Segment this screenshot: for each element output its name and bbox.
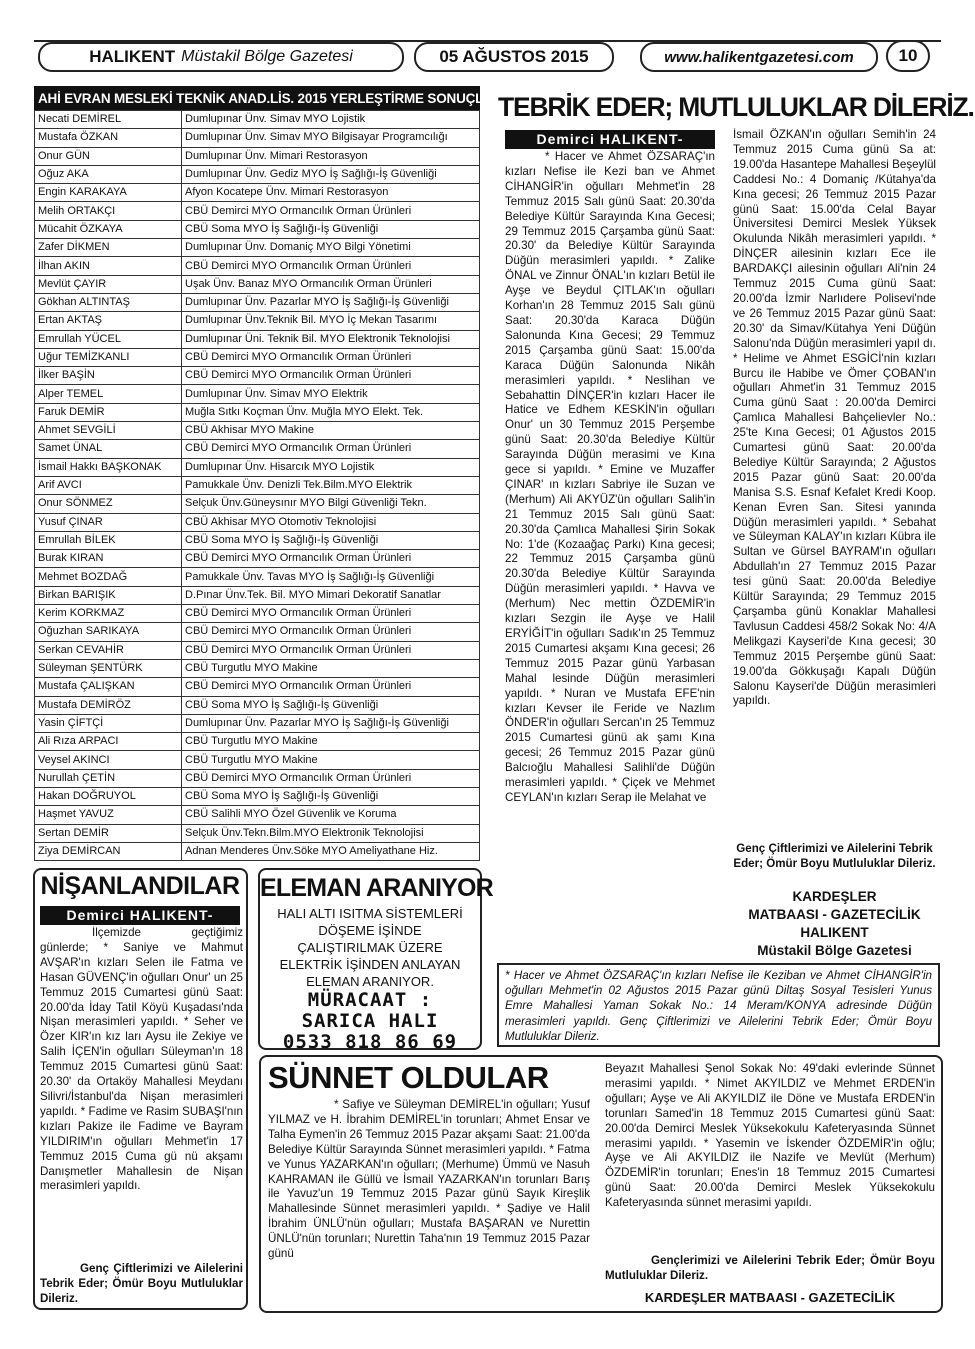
placement: Dumlupınar Ünv. Simav MYO Elektrik — [182, 385, 480, 403]
table-row — [35, 513, 480, 531]
placement: CBÜ Demirci MYO Ormancılık Orman Ürünleri — [182, 348, 480, 366]
results-table — [34, 110, 480, 861]
student-name: Süleyman ŞENTÜRK — [35, 659, 182, 677]
table-row — [35, 184, 480, 202]
student-name: Ahmet SEVGİLİ — [35, 422, 182, 440]
placement: D.Pınar Ünv.Tek. Bil. MYO Mimari Dekoratif Sanatlar — [182, 586, 480, 604]
table-row — [35, 312, 480, 330]
placement: Dumlupınar Ünv.Teknik Bil. MYO İç Mekan Tasarımı — [182, 312, 480, 330]
table-row — [35, 605, 480, 623]
job-ad-line-4: ELEKTRİK İŞİNDEN ANLAYAN — [279, 957, 461, 972]
sunnet-title: SÜNNET OLDULAR — [268, 1060, 549, 1095]
signature-line-4: Müstakil Bölge Gazetesi — [757, 943, 912, 958]
student-name: Mehmet BOZDAĞ — [35, 568, 182, 586]
sunnet-closing: Gençlerimizi ve Ailelerini Tebrik Eder; Ömür Boyu Mutluluklar Dileriz. — [605, 1254, 935, 1282]
table-row — [35, 568, 480, 586]
page-number: 10 — [898, 46, 918, 65]
student-name: Mevlüt ÇAYIR — [35, 275, 182, 293]
placement: Dumlupınar Ünv. Domaniç MYO Bilgi Yönetimi — [182, 239, 480, 257]
student-name: Veysel AKINCI — [35, 751, 182, 769]
placement: CBÜ Demirci MYO Ormancılık Orman Ürünleri — [182, 605, 480, 623]
student-name: Oğuzhan SARIKAYA — [35, 623, 182, 641]
placement: Selçuk Ünv.Tekn.Bilm.MYO Elektronik Teknolojisi — [182, 824, 480, 842]
table-row — [35, 367, 480, 385]
student-name: Engin KARAKAYA — [35, 184, 182, 202]
table-row — [35, 659, 480, 677]
table-row — [35, 714, 480, 732]
student-name: Yusuf ÇINAR — [35, 513, 182, 531]
student-name: Burak KIRAN — [35, 550, 182, 568]
table-row — [35, 842, 480, 860]
student-name: Kerim KORKMAZ — [35, 605, 182, 623]
student-name: Emrullah BİLEK — [35, 531, 182, 549]
placement: Dumlupınar Ünv. Mimari Restorasyon — [182, 147, 480, 165]
job-ad-contact-label: MÜRACAAT : — [307, 989, 433, 1011]
date-pill — [414, 42, 614, 72]
job-ad-line-3: ÇALIŞTIRILMAK ÜZERE — [297, 940, 443, 955]
placement: Adnan Menderes Ünv.Söke MYO Ameliyathane Hiz. — [182, 842, 480, 860]
student-name: Onur GÜN — [35, 147, 182, 165]
student-name: Arif AVCI — [35, 476, 182, 494]
student-name: Uğur TEMİZKANLI — [35, 348, 182, 366]
sunnet-signature: KARDEŞLER MATBAASI - GAZETECİLİK — [644, 1290, 896, 1305]
sunnet-column-1: * Safiye ve Süleyman DEMİREL'in oğulları; Yusuf YILMAZ ve H. İbrahim DEMİREL'in torunları; Ahmet Ensar ve Talha Eymen'in 26 Temmuz 2015 Pazar akşamı Saat: 21.00'da Belediye Kültür Sarayında Sünnet merasimleri yapıldı. * Fatma ve Yunus YAZARKAN'ın oğulları; (Merhume) Ümmü ve Nasuh KAHRAMAN ile Güllü ve İsmail YAZARKAN'ın torunları Barış ile Yavuz'un 19 Temmuz 2015 Pazar günü Sayık Kireşlik Mahallesinde Sünnet merasimleri yapıldı. * Şadiye ve Halil İbrahim ÜNLÜ'nün oğulları; Mustafa BAŞARAN ve Nurettin ÜNLÜ'nün torunları; Nurettin Taha'nın 19 Temmuz 2015 Pazar günü — [268, 1098, 590, 1261]
placement: Pamukkale Ünv. Denizli Tek.Bilm.MYO Elektrik — [182, 476, 480, 494]
placement: Dumlupınar Ünv. Simav MYO Bilgisayar Programcılığı — [182, 129, 480, 147]
signature-line-2: MATBAASI - GAZETECİLİK — [748, 907, 921, 922]
placement: Dumlupınar Ünv. Pazarlar MYO İş Sağlığı-İş Güvenliği — [182, 714, 480, 732]
table-row — [35, 385, 480, 403]
student-name: Nurullah ÇETİN — [35, 769, 182, 787]
student-name: Hakan DOĞRUYOL — [35, 787, 182, 805]
table-row — [35, 586, 480, 604]
table-row — [35, 531, 480, 549]
placement: CBÜ Demirci MYO Ormancılık Orman Ürünleri — [182, 367, 480, 385]
tebrik-signature — [733, 888, 936, 960]
table-row — [35, 111, 480, 129]
nisan-byline: Demirci HALIKENT- — [40, 906, 240, 925]
table-row — [35, 257, 480, 275]
student-name: Mustafa ÇALIŞKAN — [35, 678, 182, 696]
tebrik-column-1: * Hacer ve Ahmet ÖZSARAÇ'ın kızları Nefise ile Kezi ban ve Ahmet CİHANGİR'in oğulları Mehmet'in 28 Temmuz 2015 Salı günü Saat: 20.30'da Belediye Kültür Sarayında Kına Gecesi; 29 Temmuz 2015 Çarşamba günü Saat: 20.30' da Belediye Kültür Sarayında Düğün merasimleri yapıldı. * Zalike ÖNAL ve Zinnur ÖNAL'ın kızları Betül ile Ayşe ve Beydul ÇITLAK'ın oğulları Korhan'ın 28 Temmuz 2015 Salı günü Saat: 20.30'da Karaca Düğün Salonunda Kına Gecesi; 29 Temmuz 2015 Çarşamba günü Saat: 15.00'da Karaca Düğün Salonunda Nikâh merasimleri yapıldı. * Neslihan ve Sebahattin DİNÇER'in kızları Hacer ile Hatice ve Edhem KESKİN'in oğulları Onur' un 30 Temmuz 2015 Perşembe günü Saat: 20.30'da Belediye Kültür Sarayında Düğün merasimi ve Kına gece si yapıldı. * Emine ve Muzaffer ÇINAR' ın kızları Sabriye ile Suzan ve (Merhum) Ali AKYÜZ'ün oğulları Salih'in 21 Temmuz 2015 Salı günü Saat: 20.30'da Çamlıca Mahallesi Şirin Sokak No: 1'de (Kozaağaç Parkı) Kına gecesi; 22 Temmuz 2015 Çarşamba günü 20.30'da Belediye Kültür Sarayında Düğün merasimleri yapıldı. * Havva ve (Merhum) Nec mettin ÖZDEMİR'in kızları Sezgin ile Ayşe ve Halil ERYİĞİT'in oğulları Sadık'ın 25 Temmuz 2015 Cumartesi akşamı Kına gecesi; 26 Temmuz 2015 Pazar günü Yarbasan Mahal lesinde Düğün merasimleri yapıldı. * Nuran ve Mustafa EFE'nin kızları Kevser ile Feride ve Nazlım ÖNDER'in oğulları Sercan'ın 25 Temmuz 2015 Cumartesi günü ak şamı Kına gecesi; 26 Temmuz 2015 Pazar günü Balcıoğlu Mahallesi Salihli'de Düğün merasimleri yapıldı. * Çiçek ve Mehmet CEYLAN'ın kızları Serap ile Melahat ve — [505, 150, 715, 804]
student-name: İlker BAŞİN — [35, 367, 182, 385]
student-name: Haşmet YAVUZ — [35, 806, 182, 824]
placement: Dumlupınar Ünv. Simav MYO Lojistik — [182, 111, 480, 129]
table-row — [35, 733, 480, 751]
student-name: Mustafa ÖZKAN — [35, 129, 182, 147]
website-pill — [640, 42, 878, 72]
job-ad — [258, 868, 493, 1053]
nisan-closing: Genç Çiftlerimizi ve Ailelerini Tebrik Eder; Ömür Boyu Mutluluklar Dileriz. — [40, 1262, 243, 1305]
placement: Dumlupınar Üni. Teknik Bil. MYO Elektronik Teknolojisi — [182, 330, 480, 348]
student-name: Oğuz AKA — [35, 165, 182, 183]
table-row — [35, 330, 480, 348]
tebrik-column-2: İsmail ÖZKAN'ın oğulları Semih'in 24 Temmuz 2015 Cuma günü Sa at: 19.00'da Hasantepe Mahallesi Beşeylül Caddesi No.: 4 Domaniç /Kütahya'da Kına gecesi; 26 Temmuz 2015 Pazar günü Saat: 15.00'da Celal Bayar Üniversitesi Demirci Meslek Yüksek Okulunda Nikâh merasimleri yapıldı. * DİNÇER ailesinin kızları Ece ile BARDAKÇI ailesinin oğulları Ali'nin 24 Temmuz 2015 Cuma günü Saat: 20.00'da İzmir Narlıdere Polisevi'nde ve 26 Temmuz 2015 Pazar günü Saat: 20.30' da Simav/Kütahya Yeni Düğün Salonu'nda Düğün merasimleri yapıl dı. * Helime ve Ahmet ESGİCİ'nin kızları Burcu ile Habibe ve Ömer ÇOBAN'ın oğulları Ahmet'in 31 Temmuz 2015 Cuma günü Saat : 20.00'da Demirci Çamlıca Mahallesi Bahçelievler No.: 25'te Kına Gecesi; 01 Ağustos 2015 Cumartesi günü Saat: 20.00'da Belediye Kültür Sarayında; 2 Ağustos 2015 Pazar günü Saat: 20.00'da Manisa S.S. Esnaf Kefalet Kredi Koop. Kenan Evren San. Sitesi yanında Düğün merasimleri yapıldı. * Sebahat ve Süleyman KALAY'ın kızları Kübra ile Sultan ve Gürsel BAYRAM'ın oğulları Abdullah'ın 27 Temmuz 2015 Pazar tesi günü Saat: 20.00'da Belediye Kültür Sarayında; 29 Temmuz 2015 Çarşamba günü Konaklar Mahallesi Tavlusun Caddesi 458/2 Sokak No: 4/A Melikgazi Kayseri'de Kına gecesi; 30 Temmuz 2015 Perşembe günü Saat: 19.00'da Gökkuşağı Kapalı Düğün Salonu Kayseri'de Düğün merasimleri yapıldı. — [733, 128, 936, 708]
placement: CBÜ Soma MYO İş Sağlığı-İş Güvenliği — [182, 787, 480, 805]
student-name: Melih ORTAKÇI — [35, 202, 182, 220]
placement: Dumlupınar Ünv. Hisarcık MYO Lojistik — [182, 458, 480, 476]
placement: CBÜ Demirci MYO Ormancılık Orman Ürünleri — [182, 440, 480, 458]
placement: Muğla Sıtkı Koçman Ünv. Muğla MYO Elekt. Tek. — [182, 403, 480, 421]
table-row — [35, 696, 480, 714]
placement: Afyon Kocatepe Ünv. Mimari Restorasyon — [182, 184, 480, 202]
student-name: Ziya DEMİRCAN — [35, 842, 182, 860]
student-name: Ali Rıza ARPACI — [35, 733, 182, 751]
tebrik-byline: Demirci HALIKENT- — [505, 130, 715, 149]
placement: Pamukkale Ünv. Tavas MYO İş Sağlığı-İş Güvenliği — [182, 568, 480, 586]
student-name: Mustafa DEMİRÖZ — [35, 696, 182, 714]
student-name: Mücahit ÖZKAYA — [35, 220, 182, 238]
job-ad-title: ELEMAN ARANIYOR — [260, 874, 493, 902]
paper-subtitle: Müstakil Bölge Gazetesi — [181, 48, 353, 65]
table-row — [35, 202, 480, 220]
website: www.halikentgazetesi.com — [664, 48, 854, 66]
placement: CBÜ Demirci MYO Ormancılık Orman Ürünleri — [182, 641, 480, 659]
placement: CBÜ Soma MYO İş Sağlığı-İş Güvenliği — [182, 220, 480, 238]
student-name: Samet ÜNAL — [35, 440, 182, 458]
table-row — [35, 422, 480, 440]
student-name: Onur SÖNMEZ — [35, 495, 182, 513]
student-name: Alper TEMEL — [35, 385, 182, 403]
student-name: Birkan BARIŞIK — [35, 586, 182, 604]
tebrik-headline: TEBRİK EDER; MUTLULUKLAR DİLERİZ. — [498, 92, 974, 122]
table-row — [35, 403, 480, 421]
placement: CBÜ Demirci MYO Ormancılık Orman Ürünleri — [182, 623, 480, 641]
tebrik-box-text: * Hacer ve Ahmet ÖZSARAÇ'ın kızları Nefise ile Keziban ve Ahmet CİHANGİR'in oğulları Mehmet'in 02 Ağustos 2015 Pazar günü Diltaş Sosyal Tesisleri Yunus Emre Mahallesi Yaman Sokak No.: 14 Meram/KONYA adresinde Düğün merasimleri yapıldı. Genç Çiftlerimizi ve Ailelerini Tebrik Eder; Ömür Boyu Mutluluklar Dileriz. — [505, 969, 932, 1043]
placement: Dumlupınar Ünv. Pazarlar MYO İş Sağlığı-İş Güvenliği — [182, 293, 480, 311]
table-row — [35, 495, 480, 513]
placement: CBÜ Demirci MYO Ormancılık Orman Ürünleri — [182, 678, 480, 696]
student-name: İlhan AKIN — [35, 257, 182, 275]
tebrik-box — [497, 963, 940, 1047]
placement: CBÜ Akhisar MYO Otomotiv Teknolojisi — [182, 513, 480, 531]
placement: CBÜ Akhisar MYO Makine — [182, 422, 480, 440]
student-name: Ertan AKTAŞ — [35, 312, 182, 330]
placement: Selçuk Ünv.Güneysınır MYO Bilgi Güvenliği Tekn. — [182, 495, 480, 513]
student-name: Emrullah YÜCEL — [35, 330, 182, 348]
placement: Uşak Ünv. Banaz MYO Ormancılık Orman Ürünleri — [182, 275, 480, 293]
table-row — [35, 751, 480, 769]
student-name: Yasin ÇİFTÇİ — [35, 714, 182, 732]
table-row — [35, 787, 480, 805]
sunnet-column-2: Beyazıt Mahallesi Şenol Sokak No: 49'daki evlerinde Sünnet merasimi yapıldı. * Nimet AKYILDIZ ve Mehmet ERDEN'in oğulları; Ayşe ve Ali AKYILDIZ ile Döne ve Mustafa ERDEN'in torunları Samed'in 18 Temmuz 2015 Cumartesi günü Saat: 20.00'da Demirci Meslek Yüksekokulu Kafeteryasında Sünnet merasimi yapıldı. * Yasemin ve İskender ÖZDEMİR'in oğlu; Ayşe ve Ali AKYILDIZ ile Nazife ve Mevlüt (Merhum) ÖZDEMİR'in torunları; Enes'in 18 Temmuz 2015 Cumartesi günü Saat: 20.00'da Demirci Meslek Yüksekokulu Kafeteryasında sünnet merasimi yapıldı. — [605, 1062, 935, 1210]
placement: CBÜ Salihli MYO Özel Güvenlik ve Koruma — [182, 806, 480, 824]
table-row — [35, 769, 480, 787]
signature-line-1: KARDEŞLER — [792, 889, 877, 904]
placement: CBÜ Turgutlu MYO Makine — [182, 733, 480, 751]
table-row — [35, 824, 480, 842]
placement: CBÜ Soma MYO İş Sağlığı-İş Güvenliği — [182, 696, 480, 714]
table-row — [35, 275, 480, 293]
results-title: AHİ EVRAN MESLEKİ TEKNİK ANAD.LİS. 2015 YERLEŞTİRME SONUÇLARI — [34, 86, 480, 110]
tebrik-closing: Genç Çiftlerimizi ve Ailelerini Tebrik Eder; Ömür Boyu Mutluluklar Dileriz. — [733, 842, 936, 870]
table-row — [35, 476, 480, 494]
table-row — [35, 623, 480, 641]
table-row — [35, 165, 480, 183]
job-ad-phone[interactable]: 0533 818 86 69 — [282, 1031, 458, 1053]
job-ad-line-2: DÖŞEME İŞİNDE — [318, 923, 422, 938]
student-name: Serkan CEVAHİR — [35, 641, 182, 659]
placement: CBÜ Demirci MYO Ormancılık Orman Ürünleri — [182, 550, 480, 568]
table-row — [35, 806, 480, 824]
placement: CBÜ Demirci MYO Ormancılık Orman Ürünleri — [182, 257, 480, 275]
placement: Dumlupınar Ünv. Gediz MYO İş Sağlığı-İş Güvenliği — [182, 165, 480, 183]
job-ad-line-5: ELEMAN ARANIYOR. — [306, 974, 434, 989]
table-row — [35, 678, 480, 696]
page-number-pill — [886, 40, 930, 72]
placement: CBÜ Demirci MYO Ormancılık Orman Ürünleri — [182, 202, 480, 220]
nisan-title: NİŞANLANDILAR — [40, 872, 240, 900]
job-ad-line-1: HALI ALTI ISITMA SİSTEMLERİ — [277, 906, 463, 921]
table-row — [35, 348, 480, 366]
placement: CBÜ Demirci MYO Ormancılık Orman Ürünleri — [182, 769, 480, 787]
job-ad-company: SARICA HALI — [301, 1010, 439, 1032]
paper-name: HALIKENT — [89, 47, 176, 66]
student-name: Necati DEMİREL — [35, 111, 182, 129]
student-name: İsmail Hakkı BAŞKONAK — [35, 458, 182, 476]
student-name: Faruk DEMİR — [35, 403, 182, 421]
placement: CBÜ Soma MYO İş Sağlığı-İş Güvenliği — [182, 531, 480, 549]
table-row — [35, 440, 480, 458]
issue-date: 05 AĞUSTOS 2015 — [439, 47, 589, 66]
table-row — [35, 550, 480, 568]
table-row — [35, 239, 480, 257]
nisan-text: İlçemizde geçtiğimiz günlerde; * Saniye ve Mahmut AVŞAR'ın kızları Selen ile Fatma ve Hasan GÜVENÇ'in oğulları Onur' un 25 Temmuz 2015 Cumartesi günü Saat: 20.00'da İday Tatil Köyü Kuşadası'nda Nişan merasimleri yapıldı. * Seher ve Özer KIR'ın kız ları Aysu ile Zekiye ve Salih İÇEN'in oğulları Süleyman'ın 18 Temmuz 2015 Cumartesi günü Saat: 20.30' da Ortaköy Mahallesi Meydanı Silivri/İstanbul'da Nişan merasimleri yapıldı. * Fadime ve Rasim SUBAŞI'nın kızları Pakize ile Fadime ve Bayram YILDIRIM'ın oğulları Mehmet'in 17 Temmuz 2015 Cuma gü nü akşamı Danışmetler Mahallesin de Nişan merasimleri yapıldı. — [40, 926, 243, 1193]
table-row — [35, 147, 480, 165]
placement: CBÜ Turgutlu MYO Makine — [182, 751, 480, 769]
student-name: Sertan DEMİR — [35, 824, 182, 842]
table-row — [35, 458, 480, 476]
table-row — [35, 293, 480, 311]
masthead-pill — [38, 42, 404, 72]
placement: CBÜ Turgutlu MYO Makine — [182, 659, 480, 677]
student-name: Zafer DİKMEN — [35, 239, 182, 257]
table-row — [35, 220, 480, 238]
table-row — [35, 641, 480, 659]
student-name: Gökhan ALTINTAŞ — [35, 293, 182, 311]
table-row — [35, 129, 480, 147]
signature-line-3: HALIKENT — [800, 925, 869, 940]
